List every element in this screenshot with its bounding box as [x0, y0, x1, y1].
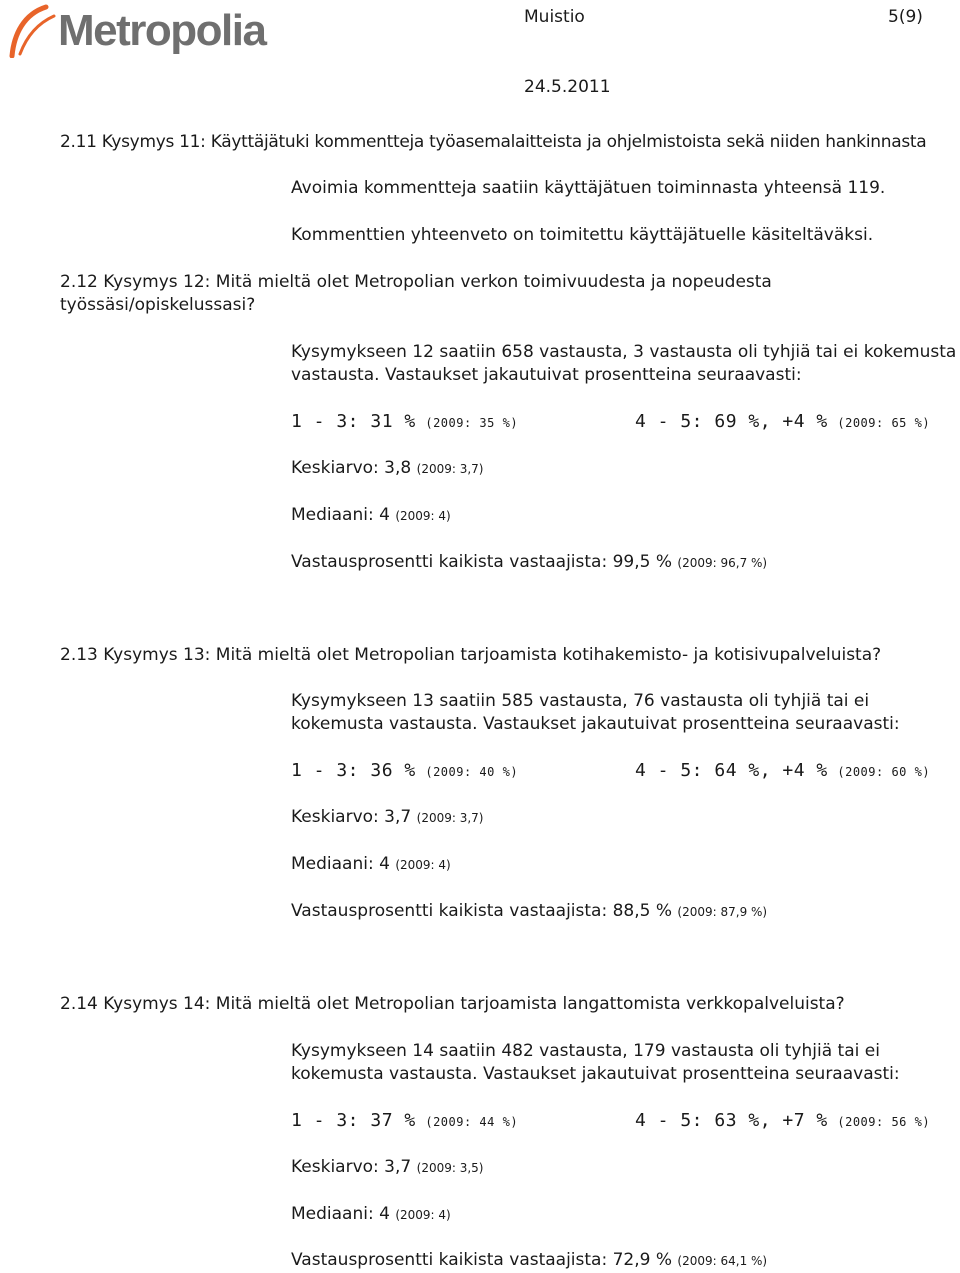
section-2-13-intro-1: Kysymykseen 13 saatiin 585 vastausta, 76 vastausta oli tyhjiä tai ei [291, 691, 870, 711]
doc-type: Muistio [524, 7, 585, 27]
section-heading-2-12-cont: työssäsi/opiskelussasi? [60, 295, 256, 315]
section-2-12-intro-2: vastausta. Vastaukset jakautuivat prosentteina seuraavasti: [291, 365, 802, 385]
logo-text: Metropolia [58, 6, 266, 55]
section-2-12-intro-1: Kysymykseen 12 saatiin 658 vastausta, 3 vastausta oli tyhjiä tai ei kokemusta [291, 342, 957, 362]
median-2-13: Mediaani: 4 (2009: 4) [291, 854, 451, 874]
doc-date: 24.5.2011 [524, 77, 611, 97]
result-high-2-14: 4 - 5: 63 %, +7 % (2009: 56 %) [635, 1110, 931, 1131]
result-high-2-12: 4 - 5: 69 %, +4 % (2009: 65 %) [635, 411, 931, 432]
section-heading-2-11: 2.11 Kysymys 11: Käyttäjätuki kommentteja työasemalaitteista ja ohjelmistoista sekä niiden hankinnasta [60, 132, 927, 152]
result-low-2-14: 1 - 3: 37 % (2009: 44 %) [291, 1110, 519, 1131]
mean-2-14: Keskiarvo: 3,7 (2009: 3,5) [291, 1157, 484, 1177]
response-rate-2-13: Vastausprosentti kaikista vastaajista: 88,5 % (2009: 87,9 %) [291, 901, 768, 921]
section-heading-2-13: 2.13 Kysymys 13: Mitä mieltä olet Metropolian tarjoamista kotihakemisto- ja kotisivupalveluista? [60, 645, 882, 665]
result-low-2-12: 1 - 3: 31 % (2009: 35 %) [291, 411, 519, 432]
median-2-12: Mediaani: 4 (2009: 4) [291, 505, 451, 525]
section-2-13-intro-2: kokemusta vastausta. Vastaukset jakautuivat prosentteina seuraavasti: [291, 714, 900, 734]
section-2-14-intro-1: Kysymykseen 14 saatiin 482 vastausta, 179 vastausta oli tyhjiä tai ei [291, 1041, 880, 1061]
section-heading-2-12: 2.12 Kysymys 12: Mitä mieltä olet Metropolian verkon toimivuudesta ja nopeudesta [60, 272, 772, 292]
median-2-14: Mediaani: 4 (2009: 4) [291, 1204, 451, 1224]
mean-2-12: Keskiarvo: 3,8 (2009: 3,7) [291, 458, 484, 478]
response-rate-2-14: Vastausprosentti kaikista vastaajista: 72,9 % (2009: 64,1 %) [291, 1250, 768, 1270]
mean-2-13: Keskiarvo: 3,7 (2009: 3,7) [291, 807, 484, 827]
section-heading-2-14: 2.14 Kysymys 14: Mitä mieltä olet Metropolian tarjoamista langattomista verkkopalveluista? [60, 994, 845, 1014]
section-2-14-intro-2: kokemusta vastausta. Vastaukset jakautuivat prosentteina seuraavasti: [291, 1064, 900, 1084]
section-2-11-line-2: Kommenttien yhteenveto on toimitettu käyttäjätuelle käsiteltäväksi. [291, 225, 874, 245]
response-rate-2-12: Vastausprosentti kaikista vastaajista: 99,5 % (2009: 96,7 %) [291, 552, 768, 572]
metropolia-logo-icon [6, 4, 58, 58]
section-2-11-line-1: Avoimia kommentteja saatiin käyttäjätuen toiminnasta yhteensä 119. [291, 178, 886, 198]
result-high-2-13: 4 - 5: 64 %, +4 % (2009: 60 %) [635, 760, 931, 781]
page-number: 5(9) [888, 7, 923, 27]
result-low-2-13: 1 - 3: 36 % (2009: 40 %) [291, 760, 519, 781]
